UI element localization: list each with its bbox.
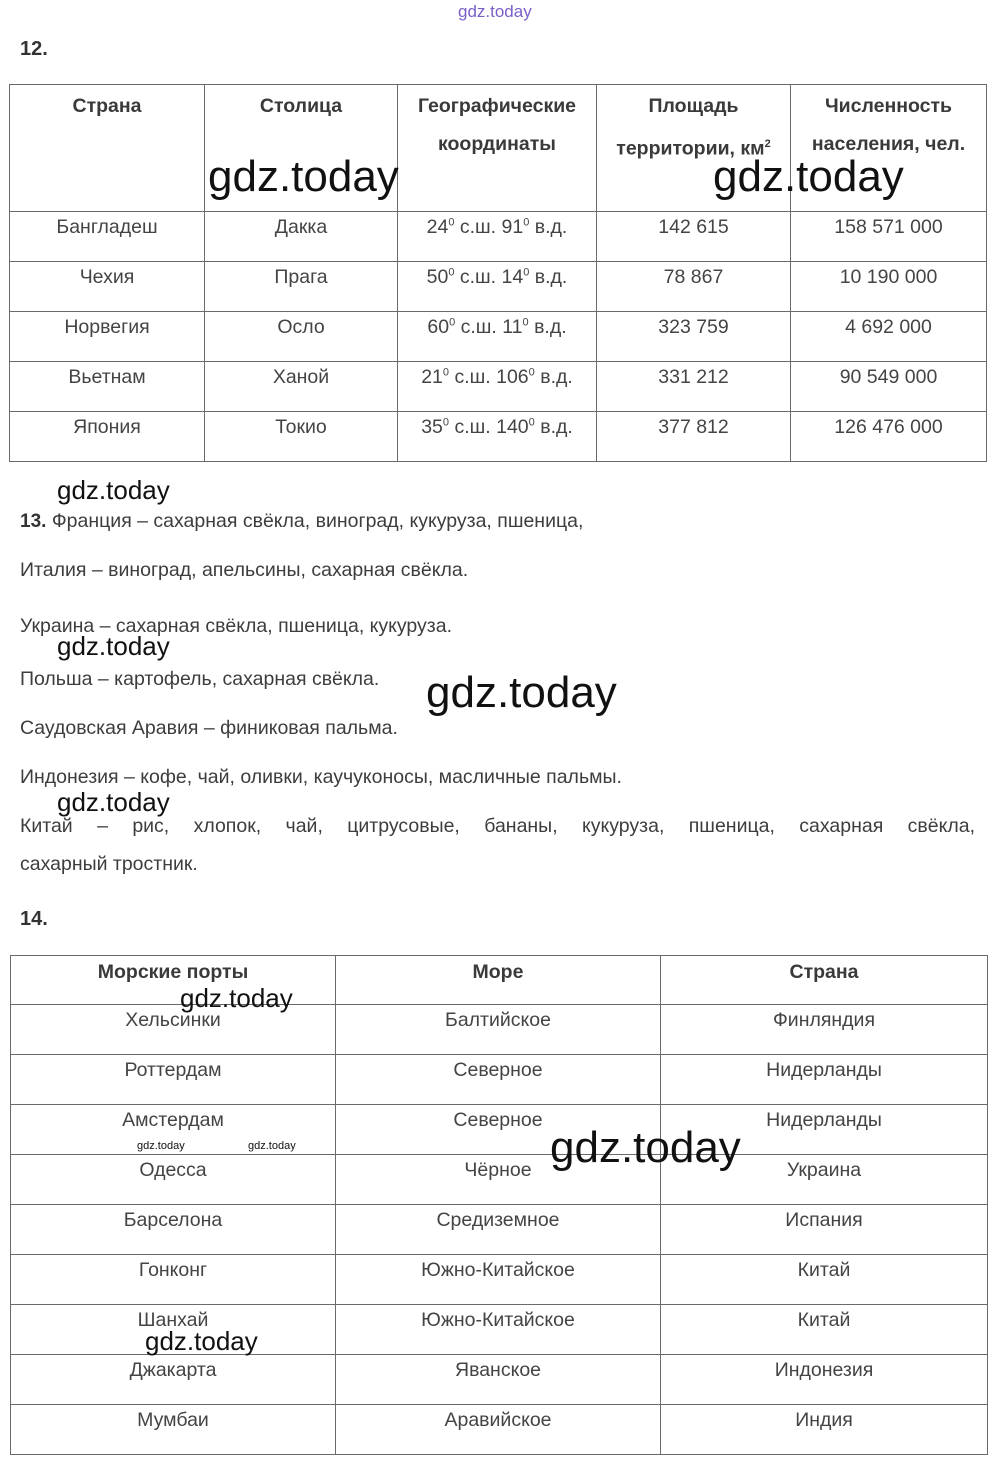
table-row (11, 1355, 988, 1405)
ports-table (10, 955, 988, 1455)
port-cell: Мумбаи (11, 1405, 336, 1455)
latitude: 21 (421, 366, 443, 388)
country-name: Япония (73, 416, 141, 438)
area-value: 142 615 (658, 216, 729, 238)
task-14-number: 14. (20, 908, 48, 930)
table-row (11, 1055, 988, 1105)
country-cell: Индия (661, 1405, 988, 1455)
watermark: gdz.today (426, 668, 617, 717)
sea-cell: Балтийское (336, 1005, 661, 1055)
population-value: 4 692 000 (845, 316, 932, 338)
port-cell: Гонконг (11, 1255, 336, 1305)
capital-name: Ханой (272, 366, 330, 388)
table-row (10, 412, 987, 462)
watermark: gdz.today (208, 152, 399, 201)
sea-cell: Средиземное (336, 1205, 661, 1255)
country-cell (10, 262, 205, 312)
longitude-label: в.д. (540, 366, 573, 388)
header-capital: Столица (205, 85, 398, 212)
country-cell (10, 212, 205, 262)
population-value: 90 549 000 (839, 366, 938, 388)
sea-cell: Южно-Китайское (336, 1255, 661, 1305)
country-cell (10, 312, 205, 362)
country-name: Вьетнам (68, 366, 146, 388)
coordinates-cell: $35^0$ с.ш. $140^0$ в.д. (398, 412, 597, 462)
port-cell: Барселона (11, 1205, 336, 1255)
task-13-line-1 (20, 510, 583, 533)
population-value: 10 190 000 (839, 266, 938, 288)
sea-cell: Южно-Китайское (336, 1305, 661, 1355)
watermark: gdz.today (550, 1123, 741, 1172)
population-cell (791, 412, 987, 462)
country-cell (10, 362, 205, 412)
capital-cell (205, 362, 398, 412)
area-cell (597, 362, 791, 412)
longitude-label: в.д. (534, 316, 567, 338)
port-cell: Шанхай (11, 1305, 336, 1355)
task-13-line-7: Китай – рис, хлопок, чай, цитрусовые, бананы, кукуруза, пшеница, сахарная свёкла, (20, 815, 975, 837)
latitude: 24 (426, 216, 449, 238)
table-row (10, 312, 987, 362)
watermark: gdz.today (57, 475, 170, 505)
ports-table-header (11, 956, 988, 1005)
population-cell (791, 262, 987, 312)
header-area: Площадь территории, $км^2$ (597, 85, 791, 212)
country-cell: Индонезия (661, 1355, 988, 1405)
longitude: 11 (502, 316, 523, 338)
country-cell: Нидерланды (661, 1105, 988, 1155)
table-row (10, 362, 987, 412)
country-cell: Украина (661, 1155, 988, 1205)
country-cell (10, 412, 205, 462)
watermark: gdz.today (57, 787, 170, 817)
sea-cell: Северное (336, 1055, 661, 1105)
watermark: gdz.today (180, 983, 293, 1013)
population-value: 158 571 000 (834, 216, 943, 238)
area-value: 323 759 (658, 316, 729, 338)
latitude-label: с.ш. (460, 316, 497, 338)
table-row (11, 1405, 988, 1455)
watermark-top: gdz.today (458, 2, 532, 21)
country-name: Чехия (79, 266, 135, 288)
coordinates-cell: $24^0$ с.ш. $91^0$ в.д. (398, 212, 597, 262)
latitude: 50 (426, 266, 449, 288)
header-country: Страна (10, 85, 205, 212)
latitude-label: с.ш. (454, 416, 491, 438)
sea-cell: Северное (336, 1105, 661, 1155)
capital-cell (205, 262, 398, 312)
country-cell: Нидерланды (661, 1055, 988, 1105)
task-13-line-3: Украина – сахарная свёкла, пшеница, кукуруза. (20, 615, 453, 637)
capital-name: Дакка (274, 216, 328, 238)
area-cell (597, 312, 791, 362)
sea-cell: Аравийское (336, 1405, 661, 1455)
watermark: gdz.today (137, 1140, 185, 1152)
task-13-line-8: сахарный тростник. (20, 853, 198, 875)
coordinates-cell: $60^0$ с.ш. $11^0$ в.д. (398, 312, 597, 362)
port-cell: Роттердам (11, 1055, 336, 1105)
task-13-text-1: Франция – сахарная свёкла, виноград, кукуруза, пшеница, (51, 510, 584, 532)
table-row (11, 1005, 988, 1055)
area-cell (597, 262, 791, 312)
task-13-line-4: Польша – картофель, сахарная свёкла. (20, 668, 380, 690)
header-port: Морские порты (11, 956, 336, 1005)
country-cell: Финляндия (661, 1005, 988, 1055)
capital-name: Осло (277, 316, 325, 338)
population-cell (791, 312, 987, 362)
port-cell: Джакарта (11, 1355, 336, 1405)
sea-cell: Яванское (336, 1355, 661, 1405)
longitude-label: в.д. (540, 416, 573, 438)
longitude: 106 (496, 366, 529, 388)
population-cell (791, 212, 987, 262)
port-cell: Хельсинки (11, 1005, 336, 1055)
longitude-label: в.д. (534, 216, 568, 238)
area-value: 377 812 (658, 416, 729, 438)
capital-cell (205, 412, 398, 462)
header-port-country: Страна (661, 956, 988, 1005)
latitude: 60 (427, 316, 450, 338)
port-cell: Одесса (11, 1155, 336, 1205)
longitude: 140 (496, 416, 529, 438)
country-name: Бангладеш (56, 216, 158, 238)
watermark: gdz.today (57, 631, 170, 661)
country-cell: Испания (661, 1205, 988, 1255)
table-row (11, 1255, 988, 1305)
header-population: Численность населения, чел. (791, 85, 987, 212)
capital-name: Прага (274, 266, 328, 288)
latitude-label: с.ш. (459, 266, 497, 288)
table-row (11, 1155, 988, 1205)
header-coordinates: Географические координаты (398, 85, 597, 212)
latitude-label: с.ш. (459, 216, 497, 238)
longitude: 91 (501, 216, 524, 238)
capital-cell (205, 312, 398, 362)
population-value: 126 476 000 (834, 416, 943, 438)
countries-table (9, 84, 987, 462)
population-cell (791, 362, 987, 412)
task-13-line-2: Италия – виноград, апельсины, сахарная свёкла. (20, 559, 469, 581)
table-row (10, 262, 987, 312)
port-cell: Амстердам (11, 1105, 336, 1155)
table-row (10, 212, 987, 262)
watermark: gdz.today (248, 1140, 296, 1152)
area-value: 331 212 (658, 366, 729, 388)
coordinates-cell: $21^0$ с.ш. $106^0$ в.д. (398, 362, 597, 412)
area-cell (597, 412, 791, 462)
watermark: gdz.today (145, 1326, 258, 1356)
coordinates-cell: $50^0$ с.ш. $14^0$ в.д. (398, 262, 597, 312)
task-13-line-5: Саудовская Аравия – финиковая пальма. (20, 717, 398, 739)
capital-name: Токио (275, 416, 327, 438)
country-cell: Китай (661, 1305, 988, 1355)
watermark: gdz.today (713, 152, 904, 201)
table-row (11, 1205, 988, 1255)
header-sea: Море (336, 956, 661, 1005)
longitude: 14 (501, 266, 524, 288)
area-value: 78 867 (663, 266, 724, 288)
area-cell (597, 212, 791, 262)
country-cell: Китай (661, 1255, 988, 1305)
task-13-line-6: Индонезия – кофе, чай, оливки, каучуконосы, масличные пальмы. (20, 766, 622, 788)
longitude-label: в.д. (534, 266, 568, 288)
header-area-label: Площадь территории, км (616, 95, 765, 160)
country-name: Норвегия (64, 316, 150, 338)
latitude-label: с.ш. (454, 366, 491, 388)
task-13-number: 13. (20, 511, 47, 532)
capital-cell (205, 212, 398, 262)
task-12-number: 12. (20, 38, 48, 60)
latitude: 35 (421, 416, 443, 438)
sea-cell: Чёрное (336, 1155, 661, 1205)
